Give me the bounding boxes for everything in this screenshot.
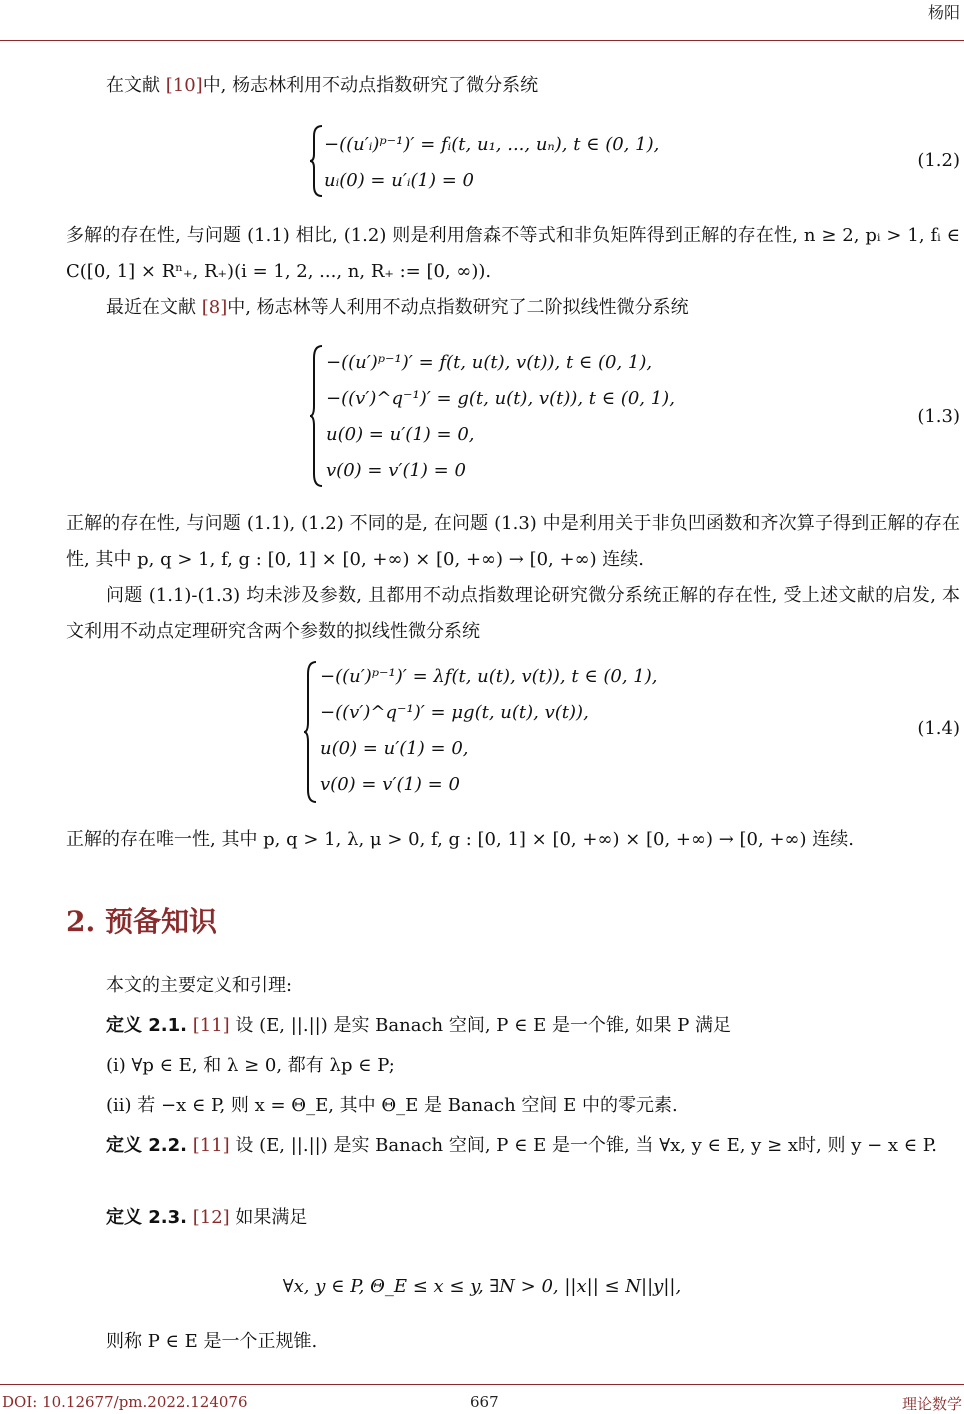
paragraph-4: 正解的存在性, 与问题 (1.1), (1.2) 不同的是, 在问题 (1.3) 中是利用关于非负凹函数和齐次算子得到正解的存在性, 其中 p, q > 1, f, g : [0, 1] × [0, +∞) × [0, +∞) → [0, +∞) 连续. [66, 513, 960, 570]
equation-1-4-line-1: −((u′)ᵖ⁻¹)′ = λf(t, u(t), v(t)), t ∈ (0, 1), [320, 666, 658, 687]
definition-2-3 [106, 1200, 956, 1236]
definition-2-3-equation: ∀x, y ∈ P, Θ_E ≤ x ≤ y, ∃N > 0, ||x|| ≤ N||y||, [282, 1276, 682, 1297]
equation-1-3 [310, 344, 910, 488]
definition-2-2-text: 设 (E, ||.||) 是实 Banach 空间, P ∈ E 是一个锥, 当 ∀x, y ∈ E, y ≥ x时, 则 y − x ∈ P. [229, 1135, 937, 1156]
definition-2-3-text: 如果满足 [229, 1207, 308, 1228]
equation-1-3-line-4: v(0) = v′(1) = 0 [326, 460, 466, 481]
left-brace-icon [310, 124, 324, 198]
header-rule [0, 40, 964, 41]
footer-rule [0, 1384, 964, 1385]
left-brace-icon [304, 660, 318, 804]
paragraph-3-before: 最近在文献 [106, 297, 202, 318]
equation-1-2-line-2: uᵢ(0) = u′ᵢ(1) = 0 [324, 170, 475, 191]
paragraph-3-after: 中, 杨志林等人利用不动点指数研究了二阶拟线性微分系统 [227, 297, 689, 318]
equation-1-4-line-2: −((v′)^q⁻¹)′ = μg(t, u(t), v(t)), [320, 702, 589, 723]
citation-11[interactable]: [11] [192, 1135, 230, 1156]
definition-2-1-label: 定义 2.1. [106, 1015, 187, 1036]
left-brace-icon [310, 344, 324, 488]
equation-1-2-line-1: −((u′ᵢ)ᵖ⁻¹)′ = fᵢ(t, u₁, ..., uₙ), t ∈ (0, 1), [324, 134, 660, 155]
equation-number-1-2: (1.2) [917, 150, 960, 171]
citation-10[interactable]: [10] [165, 75, 203, 96]
equation-1-3-line-3: u(0) = u′(1) = 0, [326, 424, 475, 445]
footer-journal-link[interactable]: 理论数学 [901, 1395, 962, 1413]
definition-2-1 [106, 1008, 956, 1044]
equation-1-4 [304, 660, 914, 804]
equation-1-2 [310, 124, 910, 198]
definition-2-1-text: 设 (E, ||.||) 是实 Banach 空间, P ∈ E 是一个锥, 如果 P 满足 [229, 1015, 732, 1036]
paragraph-normal-cone: 则称 P ∈ E 是一个正规锥. [106, 1331, 318, 1352]
paragraph-1-after: 中, 杨志林利用不动点指数研究了微分系统 [202, 75, 539, 96]
citation-8[interactable]: [8] [201, 297, 228, 318]
header-author: 杨阳 [927, 3, 960, 22]
definition-2-1-item-i: (i) ∀p ∈ E, 和 λ ≥ 0, 都有 λp ∈ P; [106, 1055, 395, 1076]
equation-number-1-4: (1.4) [917, 718, 960, 739]
definition-2-1-item-ii: (ii) 若 −x ∈ P, 则 x = Θ_E, 其中 Θ_E 是 Banach 空间 E 中的零元素. [106, 1095, 678, 1116]
equation-1-4-line-3: u(0) = u′(1) = 0, [320, 738, 469, 759]
definition-2-2-label: 定义 2.2. [106, 1135, 187, 1156]
paragraph-2: 多解的存在性, 与问题 (1.1) 相比, (1.2) 则是利用詹森不等式和非负矩阵得到正解的存在性, n ≥ 2, pᵢ > 1, fᵢ ∈ C([0, 1] × Rⁿ₊, R₊)(i = 1, 2, ..., n, R₊ := [0, ∞)). [66, 225, 960, 282]
citation-12[interactable]: [12] [192, 1207, 230, 1228]
footer-doi-link[interactable]: DOI: 10.12677/pm.2022.124076 [2, 1393, 248, 1411]
paragraph-3 [106, 290, 956, 326]
equation-1-3-line-2: −((v′)^q⁻¹)′ = g(t, u(t), v(t)), t ∈ (0, 1), [326, 388, 675, 409]
footer-page-number: 667 [470, 1393, 499, 1411]
paragraph-1 [106, 68, 956, 104]
paragraph-6: 正解的存在唯一性, 其中 p, q > 1, λ, μ > 0, f, g : [0, 1] × [0, +∞) × [0, +∞) → [0, +∞) 连续. [66, 829, 854, 850]
paragraph-5: 问题 (1.1)-(1.3) 均未涉及参数, 且都用不动点指数理论研究微分系统正解的存在性, 受上述文献的启发, 本文利用不动点定理研究含两个参数的拟线性微分系统 [66, 585, 960, 642]
definition-2-2 [66, 1128, 960, 1164]
equation-1-3-line-1: −((u′)ᵖ⁻¹)′ = f(t, u(t), v(t)), t ∈ (0, 1), [326, 352, 653, 373]
section-heading: 2. 预备知识 [66, 905, 217, 938]
paragraph-7: 本文的主要定义和引理: [106, 975, 293, 996]
paragraph-1-before: 在文献 [106, 75, 166, 96]
equation-1-4-line-4: v(0) = v′(1) = 0 [320, 774, 460, 795]
equation-number-1-3: (1.3) [917, 406, 960, 427]
definition-2-3-label: 定义 2.3. [106, 1207, 187, 1228]
citation-11[interactable]: [11] [192, 1015, 230, 1036]
